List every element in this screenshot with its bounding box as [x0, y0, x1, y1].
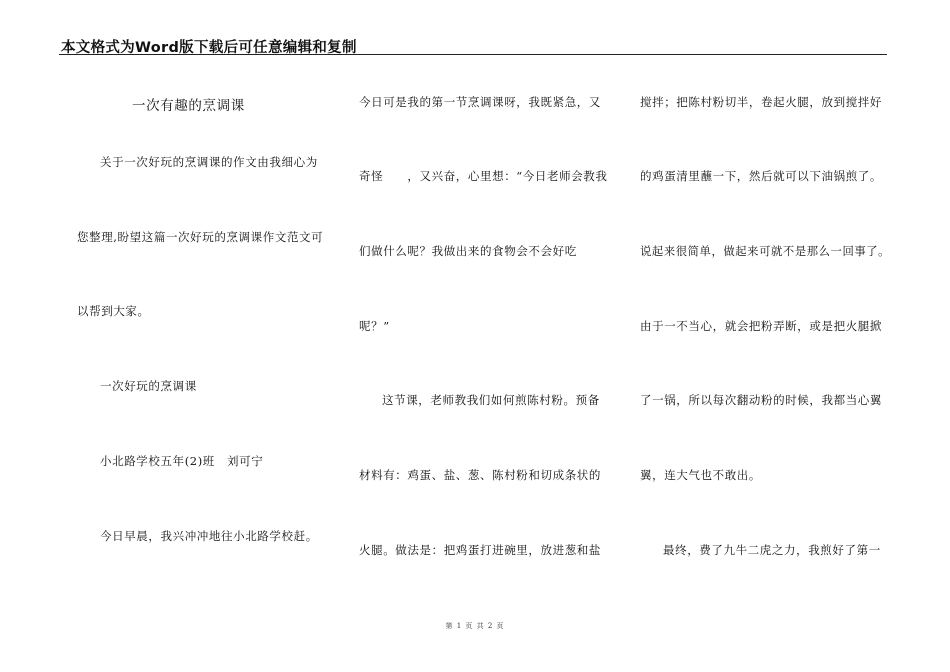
col2-line-1: 今日可是我的第一节烹调课呀，我既紧急，又	[359, 95, 601, 109]
col1-line-3: 以帮到大家。	[77, 304, 150, 318]
document-header: 本文格式为Word版下载后可任意编辑和复制	[61, 40, 357, 56]
col3-line-7: 最终，费了九牛二虎之力，我煎好了第一	[663, 543, 881, 557]
col1-line-4: 一次好玩的烹调课	[100, 379, 197, 393]
page-number-footer: 第 1 页 共 2 页	[445, 622, 505, 630]
article-title: 一次有趣的烹调课	[132, 98, 245, 114]
col3-line-6: 翼，连大气也不敢出。	[640, 468, 761, 482]
col1-line-1: 关于一次好玩的烹调课的作文由我细心为	[100, 155, 318, 169]
col2-line-7: 火腿。做法是：把鸡蛋打进碗里，放进葱和盐	[359, 543, 601, 557]
col1-line-5: 小北路学校五年(2)班 刘可宁	[100, 454, 264, 468]
col3-line-4: 由于一不当心，就会把粉弄断，或是把火腿掀	[640, 319, 882, 333]
col3-line-2: 的鸡蛋清里蘸一下，然后就可以下油锅煎了。	[640, 169, 882, 183]
col3-line-3: 说起来很简单，做起来可就不是那么一回事了。	[640, 244, 891, 258]
header-divider	[59, 54, 887, 55]
col2-line-4: 呢？”	[359, 319, 390, 333]
col2-line-3: 们做什么呢？我做出来的食物会不会好吃	[359, 244, 577, 258]
col1-line-2: 您整理,盼望这篇一次好玩的烹调课作文范文可	[77, 230, 324, 244]
col3-line-5: 了一锅，所以每次翻动粉的时候，我都当心翼	[640, 393, 882, 407]
col2-line-5: 这节课，老师教我们如何煎陈村粉。预备	[382, 393, 600, 407]
col3-line-1: 搅拌；把陈村粉切半，卷起火腿，放到搅拌好	[640, 95, 882, 109]
col1-line-6: 今日早晨，我兴冲冲地往小北路学校赶。	[100, 529, 318, 543]
col2-line-6: 材料有：鸡蛋、盐、葱、陈村粉和切成条状的	[359, 468, 601, 482]
col2-line-2: 奇怪 ，又兴奋，心里想：“今日老师会教我	[359, 169, 608, 183]
